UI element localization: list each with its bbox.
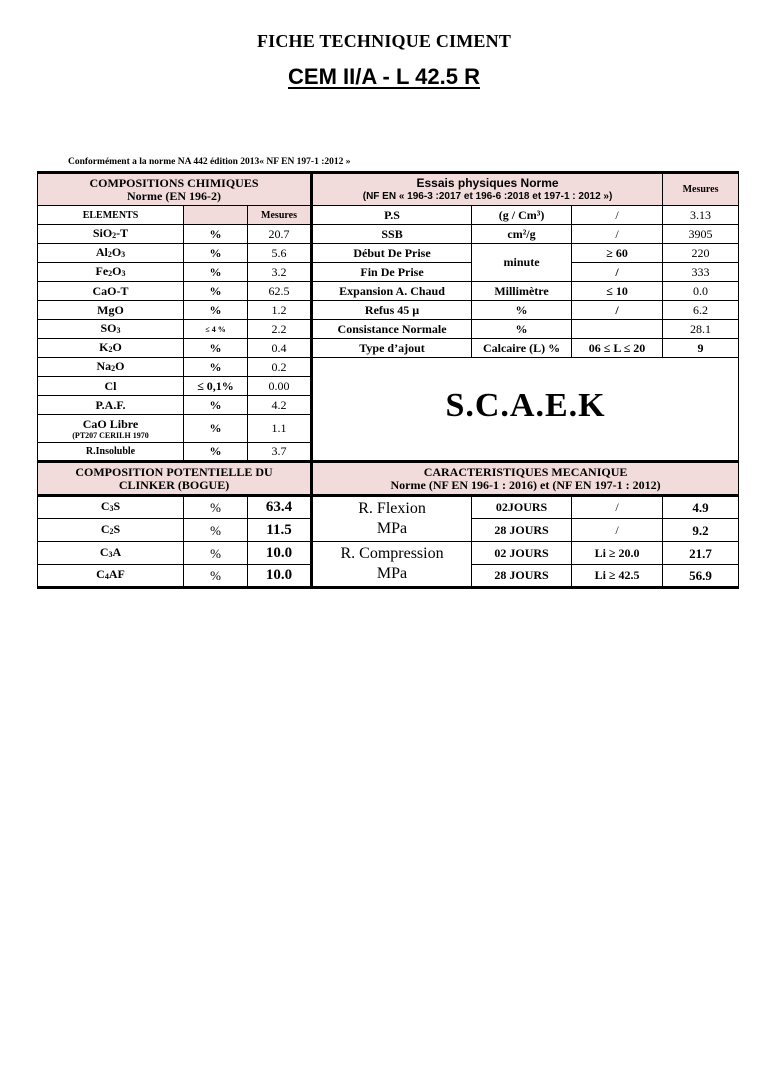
document-title: FICHE TECHNIQUE CIMENT <box>256 31 512 51</box>
technical-sheet-table <box>37 171 739 589</box>
chem-header-line1: COMPOSITIONS CHIMIQUES <box>89 175 259 190</box>
chem-elements-header: ELEMENTS <box>38 206 184 225</box>
mech-value: 4.9 <box>663 496 739 519</box>
phys-name: Expansion A. Chaud <box>312 282 472 301</box>
chem-value: 3.7 <box>248 443 312 462</box>
phys-name: Type d’ajout <box>312 339 472 358</box>
chem-header <box>38 173 312 206</box>
chem-unit: % <box>184 358 248 377</box>
phys-name: Refus 45 µ <box>312 301 472 320</box>
mech-header <box>312 462 739 496</box>
chem-header-line2: Norme (EN 196-2) <box>127 188 221 203</box>
chem-element <box>38 415 184 443</box>
chem-element: $Al_2O_3$ <box>38 244 184 263</box>
phys-name: SSB <box>312 225 472 244</box>
bogue-header <box>38 462 312 496</box>
chem-element: MgO <box>38 301 184 320</box>
chem-element: P.A.F. <box>38 396 184 415</box>
chem-element: $SO_3$ <box>38 320 184 339</box>
chem-element: R.Insoluble <box>38 443 184 462</box>
mech-value: 9.2 <box>663 519 739 542</box>
bogue-element: $C_4AF$ <box>38 565 184 588</box>
chem-value: 0.00 <box>248 377 312 396</box>
mech-header-line2: Norme (NF EN 196-1 : 2016) et (NF EN 197-1 : 2012) <box>390 477 661 492</box>
phys-unit: Millimètre <box>472 282 572 301</box>
phys-unit: Calcaire (L) % <box>472 339 572 358</box>
flexion-label-line2: MPa <box>376 520 408 537</box>
phys-value: 9 <box>663 339 739 358</box>
bogue-value: 10.0 <box>248 542 312 565</box>
phys-value: 3905 <box>663 225 739 244</box>
chem-element-line1: CaO Libre <box>82 416 139 431</box>
phys-value: 220 <box>663 244 739 263</box>
chem-value: 4.2 <box>248 396 312 415</box>
phys-value: 3.13 <box>663 206 739 225</box>
phys-norm: / <box>572 225 663 244</box>
phys-header-line1: Essais physiques Norme <box>416 175 559 190</box>
chem-value: 62.5 <box>248 282 312 301</box>
chem-unit: % <box>184 396 248 415</box>
phys-unit: (g / Cm³) <box>472 206 572 225</box>
phys-value: 333 <box>663 263 739 282</box>
chem-value: 20.7 <box>248 225 312 244</box>
mech-norm: / <box>572 496 663 519</box>
chem-unit: ≤ 4 % <box>184 320 248 339</box>
bogue-element: $C_2S$ <box>38 519 184 542</box>
compression-label-line1: R. Compression <box>340 545 444 562</box>
bogue-unit: % <box>184 565 248 588</box>
conformity-note: Conformément a la norme NA 442 édition 2013« NF EN 197-1 :2012 » <box>68 157 351 167</box>
chem-element: $Na_2O$ <box>38 358 184 377</box>
phys-unit: cm²/g <box>472 225 572 244</box>
mech-header-line1: CARACTERISTIQUES MECANIQUE <box>423 464 628 479</box>
chem-unit: % <box>184 225 248 244</box>
chem-unit-header <box>184 206 248 225</box>
bogue-unit: % <box>184 496 248 519</box>
chem-unit: % <box>184 282 248 301</box>
phys-unit: % <box>472 301 572 320</box>
chem-value: 3.2 <box>248 263 312 282</box>
phys-value: 28.1 <box>663 320 739 339</box>
flexion-label-line1: R. Flexion <box>358 500 426 517</box>
chem-unit: ≤ 0,1% <box>184 377 248 396</box>
chem-element: $Fe_2O_3$ <box>38 263 184 282</box>
chem-unit: % <box>184 263 248 282</box>
phys-norm: 06 ≤ L ≤ 20 <box>572 339 663 358</box>
chem-unit: % <box>184 339 248 358</box>
phys-norm <box>572 320 663 339</box>
phys-measures-header: Mesures <box>663 173 739 206</box>
phys-name: Consistance Normale <box>312 320 472 339</box>
phys-unit: minute <box>472 244 572 282</box>
phys-norm: / <box>572 301 663 320</box>
phys-value: 6.2 <box>663 301 739 320</box>
chem-unit: % <box>184 244 248 263</box>
mech-value: 21.7 <box>663 542 739 565</box>
mech-value: 56.9 <box>663 565 739 588</box>
mech-age: 28 JOURS <box>472 565 572 588</box>
chem-unit: % <box>184 415 248 443</box>
mech-age: 02 JOURS <box>472 542 572 565</box>
chem-value: 1.2 <box>248 301 312 320</box>
mech-norm: Li ≥ 42.5 <box>572 565 663 588</box>
chem-element-line2: (PT207 CERILH 1970 <box>72 430 149 440</box>
chem-element: $K_2O$ <box>38 339 184 358</box>
chem-value: 5.6 <box>248 244 312 263</box>
phys-header <box>312 173 663 206</box>
phys-name: Fin De Prise <box>312 263 472 282</box>
chem-element: CaO-T <box>38 282 184 301</box>
bogue-element: $C_3S$ <box>38 496 184 519</box>
phys-norm: ≥ 60 <box>572 244 663 263</box>
flexion-label <box>312 496 472 542</box>
chem-element: Cl <box>38 377 184 396</box>
chem-unit: % <box>184 301 248 320</box>
logo-cell <box>312 358 739 462</box>
chem-value: 0.2 <box>248 358 312 377</box>
phys-norm: ≤ 10 <box>572 282 663 301</box>
chem-element: SiO$_2$-T <box>38 225 184 244</box>
phys-norm: / <box>572 263 663 282</box>
bogue-unit: % <box>184 519 248 542</box>
chem-value: 0.4 <box>248 339 312 358</box>
mech-age: 02JOURS <box>472 496 572 519</box>
bogue-unit: % <box>184 542 248 565</box>
mech-norm: Li ≥ 20.0 <box>572 542 663 565</box>
bogue-value: 63.4 <box>248 496 312 519</box>
bogue-value: 10.0 <box>248 565 312 588</box>
compression-label-line2: MPa <box>376 565 408 582</box>
mech-age: 28 JOURS <box>472 519 572 542</box>
chem-measures-header: Mesures <box>248 206 312 225</box>
phys-unit: % <box>472 320 572 339</box>
compression-label <box>312 542 472 588</box>
bogue-header-line1: COMPOSITION POTENTIELLE DU <box>75 464 273 479</box>
chem-value: 1.1 <box>248 415 312 443</box>
phys-name: P.S <box>312 206 472 225</box>
bogue-header-line2: CLINKER (BOGUE) <box>118 477 230 492</box>
chem-value: 2.2 <box>248 320 312 339</box>
phys-value: 0.0 <box>663 282 739 301</box>
phys-name: Début De Prise <box>312 244 472 263</box>
phys-norm: / <box>572 206 663 225</box>
cement-type-title <box>0 64 768 90</box>
bogue-element: $C_3A$ <box>38 542 184 565</box>
bogue-value: 11.5 <box>248 519 312 542</box>
chem-unit: % <box>184 443 248 462</box>
phys-header-line2: (NF EN « 196-3 :2017 et 196-6 :2018 et 197-1 : 2012 ») <box>362 190 613 202</box>
company-logo-text: S.C.A.E.K <box>445 387 606 424</box>
cement-type-text: CEM II/A - L 42.5 R <box>288 64 480 89</box>
mech-norm: / <box>572 519 663 542</box>
